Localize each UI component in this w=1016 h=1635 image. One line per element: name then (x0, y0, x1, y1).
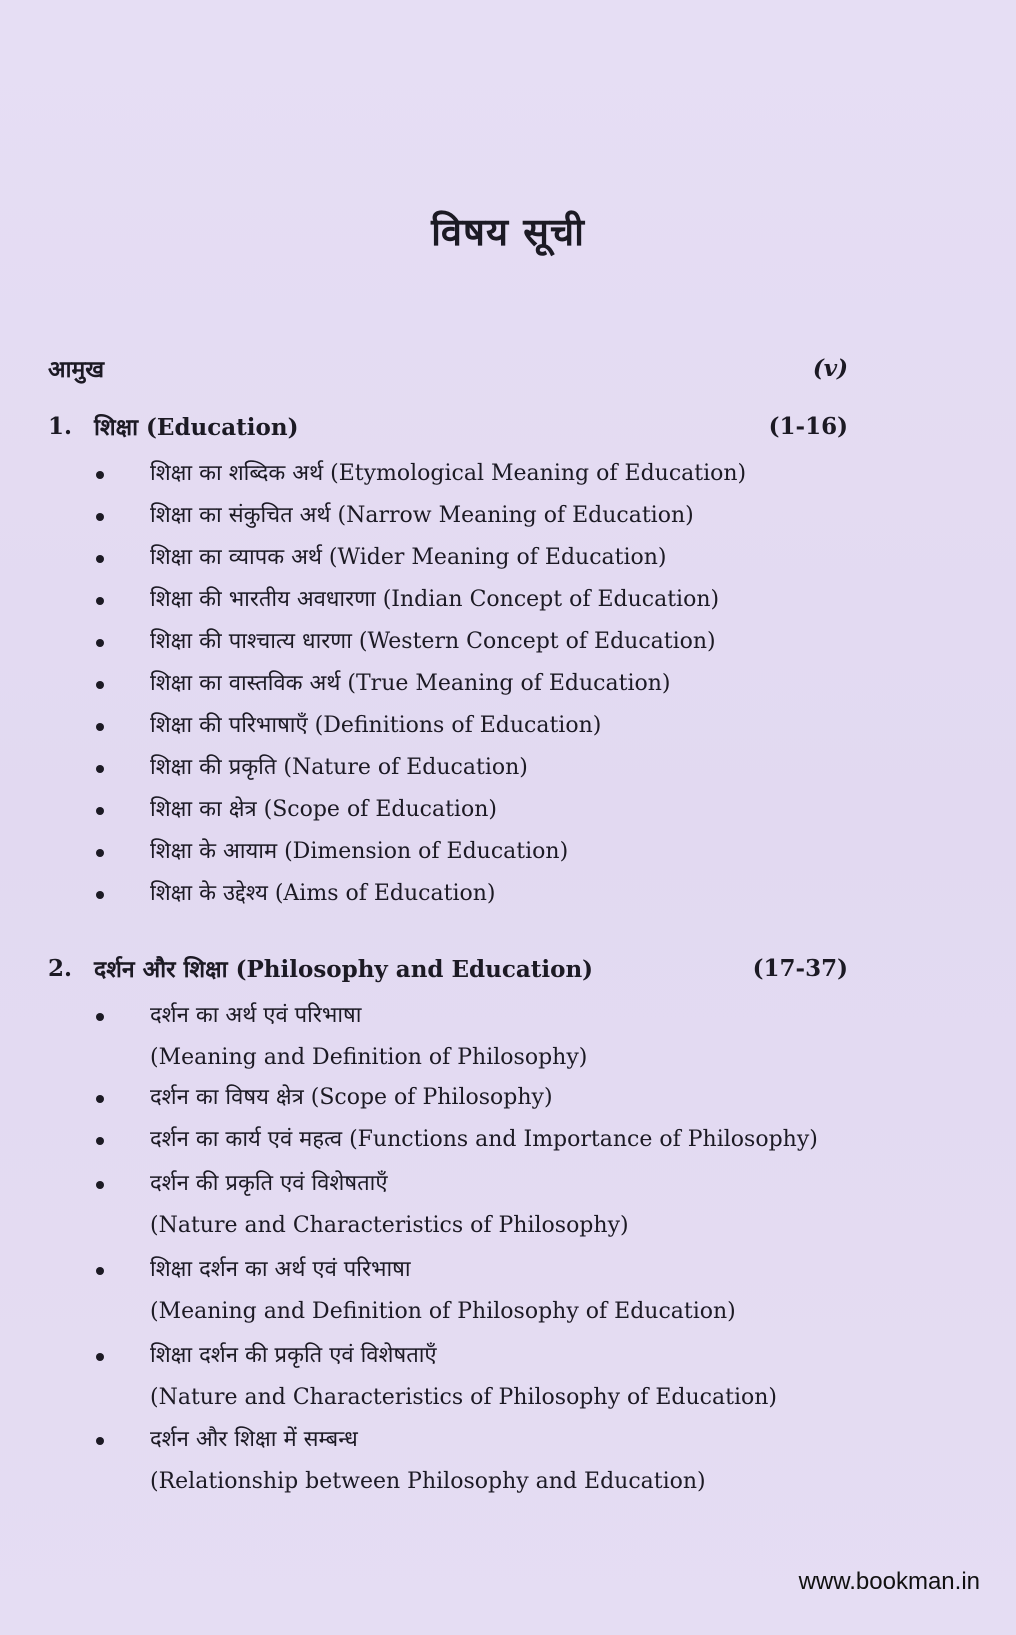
bullet-icon (96, 1181, 104, 1189)
list-item: दर्शन की प्रकृति एवं विशेषताएँ (Nature and Characteristics of Philosophy) (96, 1168, 856, 1242)
bullet-icon (96, 471, 104, 479)
bullet-icon (96, 765, 104, 773)
toc-entry-preface (48, 350, 848, 386)
bullet-icon (96, 1353, 104, 1361)
list-item: शिक्षा दर्शन का अर्थ एवं परिभाषा (Meaning and Definition of Philosophy of Education) (96, 1254, 856, 1328)
bullet-icon (96, 807, 104, 815)
chapter-pages: (17-37) (752, 954, 848, 982)
chapter-pages: (1-16) (768, 412, 848, 440)
list-item: शिक्षा का संकुचित अर्थ (Narrow Meaning of Education) (96, 500, 856, 532)
list-item: शिक्षा का क्षेत्र (Scope of Education) (96, 794, 856, 826)
chapter-title: दर्शन और शिक्षा (Philosophy and Education) (94, 956, 594, 983)
bullet-icon (96, 1013, 104, 1021)
list-item: शिक्षा के उद्देश्य (Aims of Education) (96, 878, 856, 910)
list-item: शिक्षा के आयाम (Dimension of Education) (96, 836, 856, 868)
list-item: शिक्षा का व्यापक अर्थ (Wider Meaning of Education) (96, 542, 856, 574)
bullet-icon (96, 1137, 104, 1145)
bullet-icon (96, 555, 104, 563)
preface-label: आमुख (48, 356, 105, 383)
list-item: शिक्षा का शब्दिक अर्थ (Etymological Meaning of Education) (96, 458, 856, 490)
website-watermark: www.bookman.in (798, 1568, 980, 1595)
chapter-number: 1. (48, 412, 73, 440)
list-item: दर्शन का विषय क्षेत्र (Scope of Philosophy) (96, 1082, 856, 1114)
bullet-icon (96, 849, 104, 857)
bullet-icon (96, 639, 104, 647)
bullet-icon (96, 513, 104, 521)
toc-chapter-2 (48, 950, 848, 986)
list-item: शिक्षा की प्रकृति (Nature of Education) (96, 752, 856, 784)
preface-pages: (v) (812, 354, 848, 382)
page-title: विषय सूची (431, 209, 585, 254)
chapter-title: शिक्षा (Education) (94, 414, 299, 441)
chapter-number: 2. (48, 954, 73, 982)
list-item: शिक्षा दर्शन की प्रकृति एवं विशेषताएँ (Nature and Characteristics of Philosophy of Education) (96, 1340, 856, 1414)
list-item: दर्शन का कार्य एवं महत्व (Functions and Importance of Philosophy) (96, 1124, 856, 1156)
bullet-icon (96, 1437, 104, 1445)
list-item: शिक्षा की भारतीय अवधारणा (Indian Concept of Education) (96, 584, 856, 616)
bullet-icon (96, 681, 104, 689)
bullet-icon (96, 1267, 104, 1275)
bullet-icon (96, 597, 104, 605)
list-item: दर्शन और शिक्षा में सम्बन्ध (Relationship between Philosophy and Education) (96, 1424, 856, 1498)
list-item: दर्शन का अर्थ एवं परिभाषा (Meaning and Definition of Philosophy) (96, 1000, 856, 1074)
list-item: शिक्षा की परिभाषाएँ (Definitions of Education) (96, 710, 856, 742)
list-item: शिक्षा का वास्तविक अर्थ (True Meaning of Education) (96, 668, 856, 700)
bullet-icon (96, 891, 104, 899)
list-item: शिक्षा की पाश्चात्य धारणा (Western Concept of Education) (96, 626, 856, 658)
toc-chapter-1 (48, 408, 848, 444)
bullet-icon (96, 723, 104, 731)
bullet-icon (96, 1095, 104, 1103)
